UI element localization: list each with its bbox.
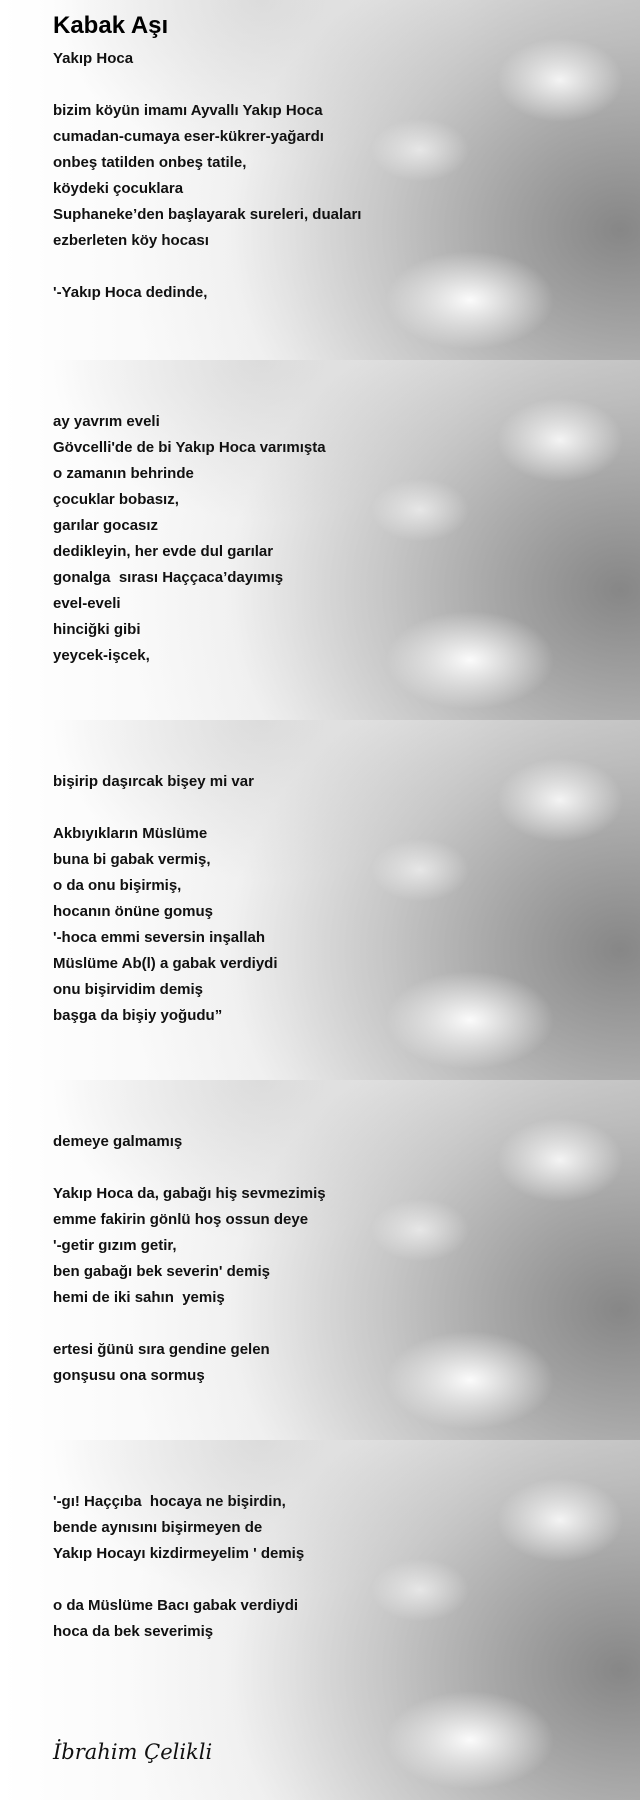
poem-panel-1 [0,0,640,360]
poem-text-block [53,769,613,1029]
poem-lines [53,769,613,1029]
poem-panel-3 [0,720,640,1080]
poem-line: buna bi gabak vermiş, [53,851,211,868]
poem-line: demeye galmamış [53,1133,183,1150]
poem-title: Kabak Aşı [53,12,169,39]
poem-lines [53,1489,613,1645]
poem-line: hocanın önüne gomuş [53,903,213,920]
poem-line: Yakıp Hocayı kizdirmeyelim ' demiş [53,1545,305,1562]
stanza-gap [53,1567,613,1593]
poem-line: garılar gocasız [53,517,159,534]
poem-line: Suphaneke’den başlayarak sureleri, duaları [53,206,362,223]
poem-line: gonalga sırası Haççaca’dayımış [53,569,284,586]
poem-line: bende aynısını bişirmeyen de [53,1519,263,1536]
poem-lines [53,1129,613,1389]
poem-line: o da Müslüme Bacı gabak verdiydi [53,1597,299,1614]
stanza-gap [53,254,613,280]
poem-text-block [53,1129,613,1389]
poem-line: ezberleten köy hocası [53,232,209,249]
poem-line: '-Yakıp Hoca dedinde, [53,284,208,301]
poem-line: başga da bişiy yoğudu” [53,1007,223,1024]
poem-line: '-getir gızım getir, [53,1237,177,1254]
stanza-gap [53,1311,613,1337]
poem-line: gonşusu ona sormuş [53,1367,205,1384]
poem-line: hoca da bek severimiş [53,1623,214,1640]
poem-line: bizim köyün imamı Ayvallı Yakıp Hoca [53,102,323,119]
poem-line: bişirip daşırcak bişey mi var [53,773,254,790]
poem-line: '-hoca emmi seversin inşallah [53,929,265,946]
poem-panel-2 [0,360,640,720]
poem-line: Gövcelli'de de bi Yakıp Hoca varımışta [53,439,326,456]
stanza-gap [53,72,613,98]
poem-line: ertesi ğünü sıra gendine gelen [53,1341,270,1358]
poem-line: cumadan-cumaya eser-kükrer-yağardı [53,128,324,145]
poem-line: dedikleyin, her evde dul garılar [53,543,274,560]
poet-name: Yakıp Hoca [53,50,134,67]
poem-line: ben gabağı bek severin' demiş [53,1263,270,1280]
poem-line: onbeş tatilden onbeş tatile, [53,154,247,171]
poem-line: çocuklar bobasız, [53,491,179,508]
poem-lines [53,409,613,669]
poem-text-block [53,409,613,669]
stanza-gap [53,795,613,821]
poem-line: Akbıyıkların Müslüme [53,825,208,842]
poem-lines [53,98,613,306]
poem-line: '-gı! Haççıba hocaya ne bişirdin, [53,1493,286,1510]
poem-line: köydeki çocuklara [53,180,184,197]
poem-line: ay yavrım eveli [53,413,160,430]
poem-line: emme fakirin gönlü hoş ossun deye [53,1211,309,1228]
poem-text-block [53,1489,613,1645]
poem-line: o da onu bişirmiş, [53,877,182,894]
poem-line: o zamanın behrinde [53,465,194,482]
poem-panel-4 [0,1080,640,1440]
poem-header [53,0,613,306]
poem-line: Müslüme Ab(l) a gabak verdiydi [53,955,278,972]
poem-line: hemi de iki sahın yemiş [53,1289,225,1306]
stanza-gap [53,1155,613,1181]
poem-line: yeycek-işcek, [53,647,150,664]
poem-line: evel-eveli [53,595,121,612]
author-signature: İbrahim Çelikli [53,1740,213,1764]
poem-line: hinciğki gibi [53,621,141,638]
poem-line: onu bişirvidim demiş [53,981,204,998]
poem-panel-5 [0,1440,640,1800]
poem-line: Yakıp Hoca da, gabağı hiş sevmezimiş [53,1185,326,1202]
